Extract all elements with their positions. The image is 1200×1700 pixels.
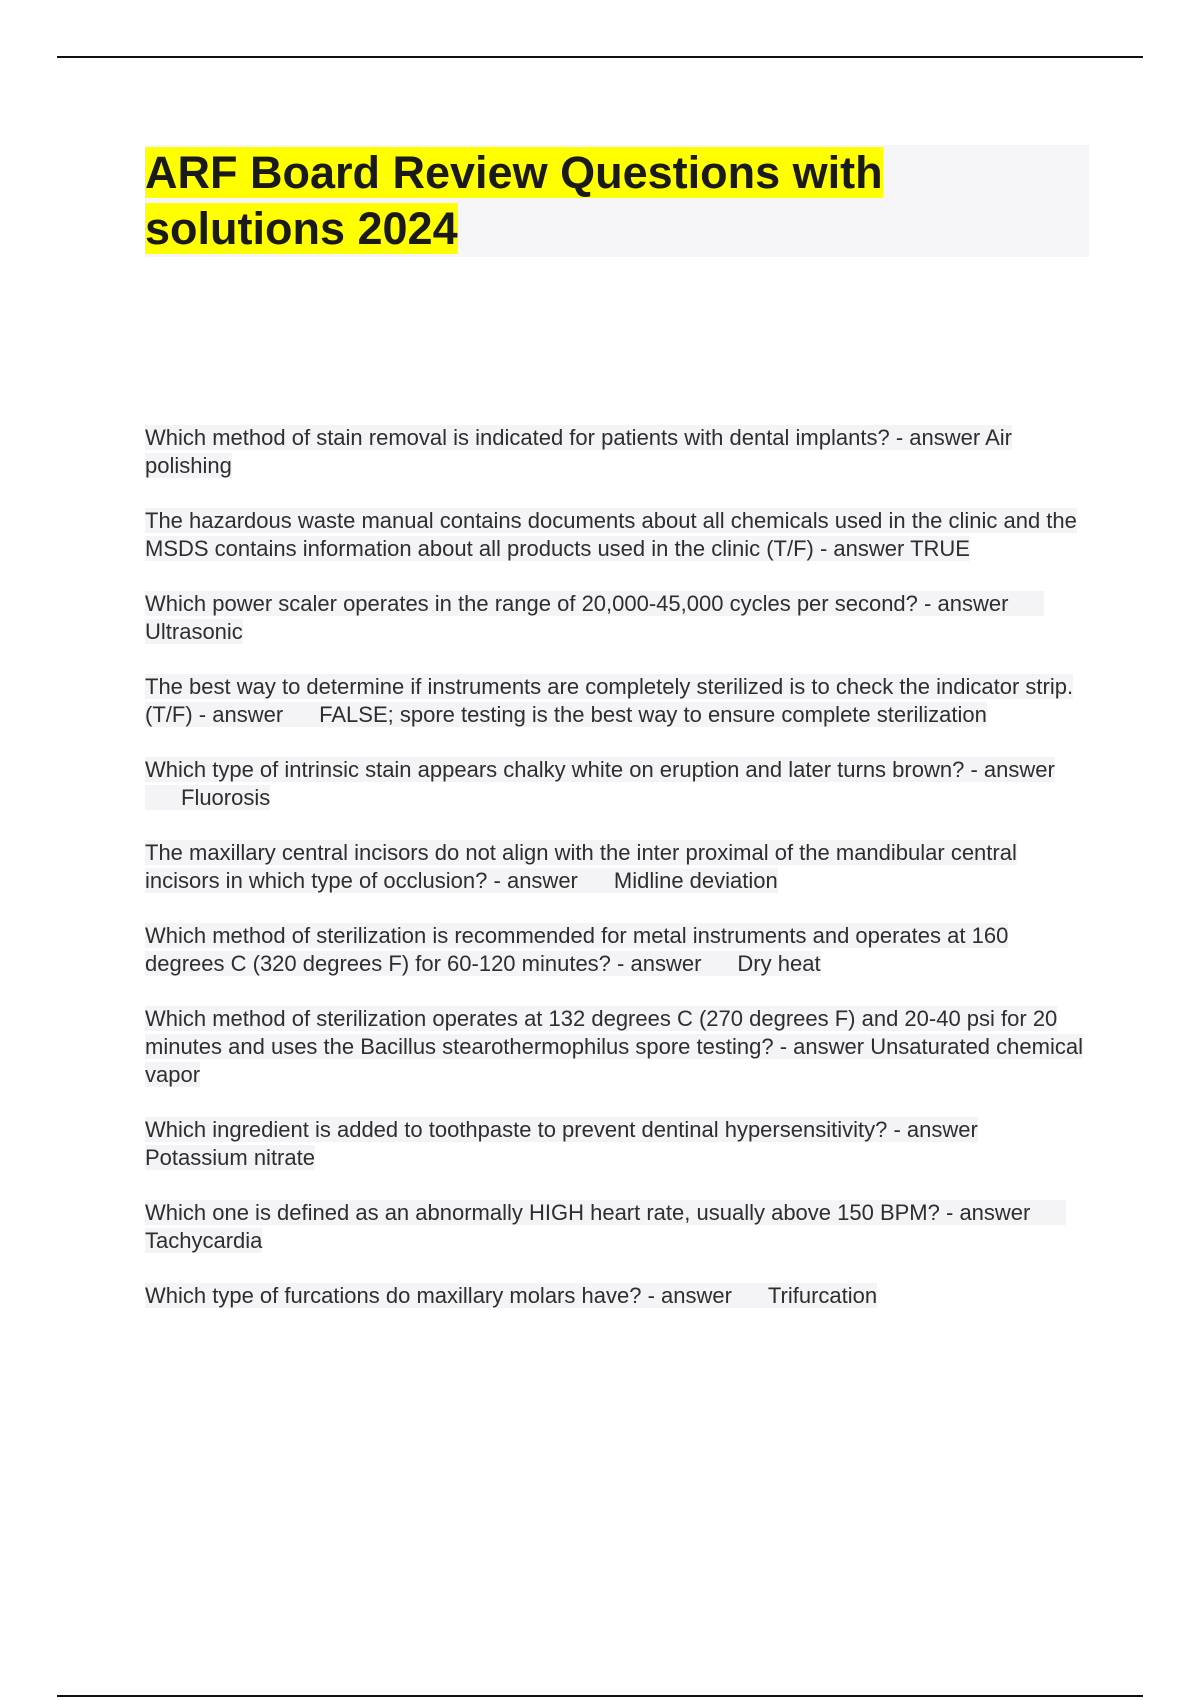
answer-text: Ultrasonic: [145, 619, 243, 644]
question-text: The maxillary central incisors do not align with the inter proximal of the mandibular central incisors in which type of occlusion?: [145, 840, 1017, 893]
qa-item: [145, 1199, 1085, 1255]
question-text: Which type of intrinsic stain appears chalky white on eruption and later turns brown?: [145, 757, 965, 782]
question-text: The hazardous waste manual contains documents about all chemicals used in the clinic and the MSDS contains information about all products used in the clinic (T/F): [145, 508, 1077, 561]
question-text: Which method of sterilization operates at 132 degrees C (270 degrees F) and 20-40 psi for 20 minutes and uses the Bacillus stearothermophilus spore testing?: [145, 1006, 1058, 1059]
answer-text: Dry heat: [737, 951, 821, 976]
title-highlight: ARF Board Review Questions with solutions 2024: [145, 147, 883, 254]
question-text: Which method of sterilization is recommended for metal instruments and operates at 160 degrees C (320 degrees F) for 60-120 minutes?: [145, 923, 1009, 976]
question-text: Which method of stain removal is indicated for patients with dental implants?: [145, 425, 890, 450]
answer-separator: - answer: [647, 1283, 732, 1308]
answer-separator: - answer: [946, 1200, 1031, 1225]
title-block: [145, 145, 1089, 257]
answer-separator: - answer: [970, 757, 1055, 782]
answer-separator: - answer: [617, 951, 702, 976]
question-list: [145, 424, 1085, 1337]
qa-item: [145, 507, 1085, 563]
qa-item: [145, 673, 1085, 729]
question-text: Which one is defined as an abnormally HIGH heart rate, usually above 150 BPM?: [145, 1200, 940, 1225]
answer-separator: - answer: [493, 868, 578, 893]
qa-item: [145, 922, 1085, 978]
bottom-rule: [57, 1695, 1143, 1697]
qa-item: [145, 590, 1085, 646]
answer-separator: - answer: [895, 425, 981, 450]
qa-item: [145, 424, 1085, 480]
answer-separator: - answer: [924, 591, 1009, 616]
qa-item: [145, 1005, 1085, 1089]
answer-text: Trifurcation: [767, 1283, 878, 1308]
answer-text: Tachycardia: [145, 1228, 263, 1253]
question-text: Which ingredient is added to toothpaste to prevent dentinal hypersensitivity?: [145, 1117, 888, 1142]
answer-text: TRUE: [910, 536, 970, 561]
question-text: Which power scaler operates in the range of 20,000-45,000 cycles per second?: [145, 591, 918, 616]
answer-text: FALSE; spore testing is the best way to ensure complete sterilization: [319, 702, 987, 727]
qa-item: [145, 839, 1085, 895]
top-rule: [57, 56, 1143, 58]
answer-text: Potassium nitrate: [145, 1145, 315, 1170]
answer-separator: - answer: [198, 702, 284, 727]
answer-separator: - answer: [819, 536, 905, 561]
answer-text: Fluorosis: [181, 785, 271, 810]
question-text: The best way to determine if instruments are completely sterilized is to check the indicator strip. (T/F): [145, 674, 1074, 727]
qa-item: [145, 1282, 1085, 1310]
answer-separator: - answer: [893, 1117, 978, 1142]
qa-item: [145, 1116, 1085, 1172]
qa-item: [145, 756, 1085, 812]
question-text: Which type of furcations do maxillary molars have?: [145, 1283, 642, 1308]
answer-separator: - answer: [779, 1034, 865, 1059]
document-title: [145, 145, 965, 257]
answer-text: Unsaturated chemical vapor: [145, 1034, 1083, 1087]
answer-text: Midline deviation: [613, 868, 778, 893]
answer-text: Air polishing: [145, 425, 1012, 478]
